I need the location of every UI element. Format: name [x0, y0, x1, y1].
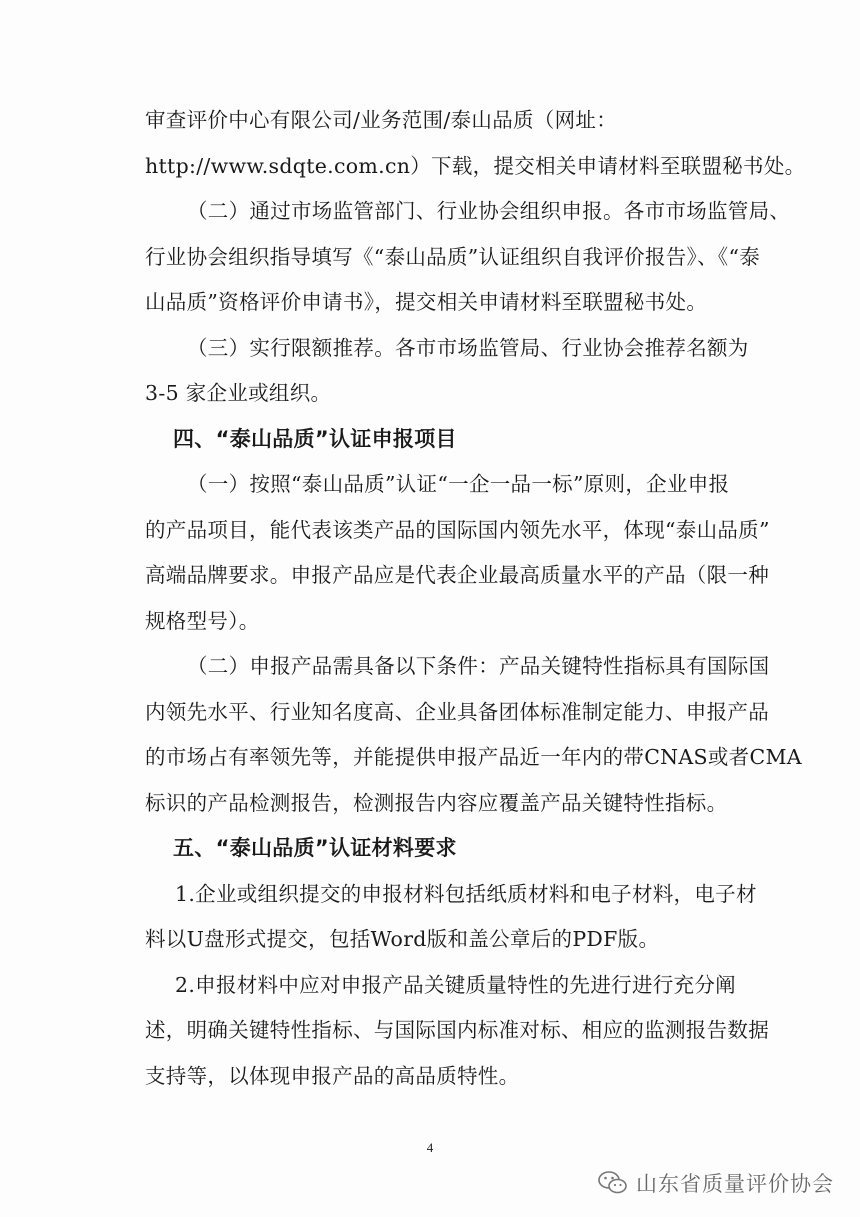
text-line: 3-5 家企业或组织。	[145, 381, 332, 405]
text-line: 标识的产品检测报告，检测报告内容应覆盖产品关键特性指标。	[145, 790, 728, 815]
text-line: （二）通过市场监管部门、行业协会组织申报。各市市场监管局、	[187, 199, 791, 223]
text-line: （三）实行限额推荐。各市市场监管局、行业协会推荐名额为	[187, 335, 749, 360]
text-line: 2.申报材料中应对申报产品关键质量特性的先进行进行充分阐	[175, 972, 736, 997]
wechat-icon	[598, 1170, 628, 1196]
text-line: 的市场占有率领先等，并能提供申报产品近一年内的带CNAS或者CMA	[145, 745, 802, 769]
text-line: （二）申报产品需具备以下条件：产品关键特性指标具有国际国	[187, 654, 770, 678]
section-heading: 五、“泰山品质”认证材料要求	[173, 836, 457, 860]
watermark	[598, 1166, 834, 1200]
text-line: （一）按照“泰山品质”认证“一企一品一标”原则，企业申报	[187, 472, 730, 496]
text-line: 料以U盘形式提交，包括Word版和盖公章后的PDF版。	[145, 927, 660, 951]
text-line: 审查评价中心有限公司/业务范围/泰山品质（网址：	[145, 108, 618, 132]
section-heading: 四、“泰山品质”认证申报项目	[173, 426, 457, 451]
text-line: 的产品项目，能代表该类产品的国际国内领先水平，体现“泰山品质”	[145, 517, 770, 542]
text-line: 述，明确关键特性指标、与国际国内标准对标、相应的监测报告数据	[145, 1018, 769, 1042]
watermark-text: 山东省质量评价协会	[636, 1172, 834, 1196]
text-line: 规格型号）。	[145, 608, 260, 633]
text-line: 1.企业或组织提交的申报材料包括纸质材料和电子材料，电子材	[175, 881, 757, 906]
document-body	[145, 98, 806, 1099]
page-number: 4	[426, 1140, 434, 1155]
text-line: http://www.sdqte.com.cn）下载，提交相关申请材料至联盟秘书处。	[145, 153, 806, 178]
text-line: 高端品牌要求。申报产品应是代表企业最高质量水平的产品（限一种	[145, 563, 769, 587]
text-line: 内领先水平、行业知名度高、企业具备团体标准制定能力、申报产品	[145, 699, 769, 724]
text-line: 支持等，以体现申报产品的高品质特性。	[145, 1063, 520, 1088]
text-line: 山品质”资格评价申请书》，提交相关申请材料至联盟秘书处。	[145, 290, 708, 314]
text-line: 行业协会组织指导填写《“泰山品质”认证组织自我评价报告》、《“泰	[145, 244, 761, 269]
